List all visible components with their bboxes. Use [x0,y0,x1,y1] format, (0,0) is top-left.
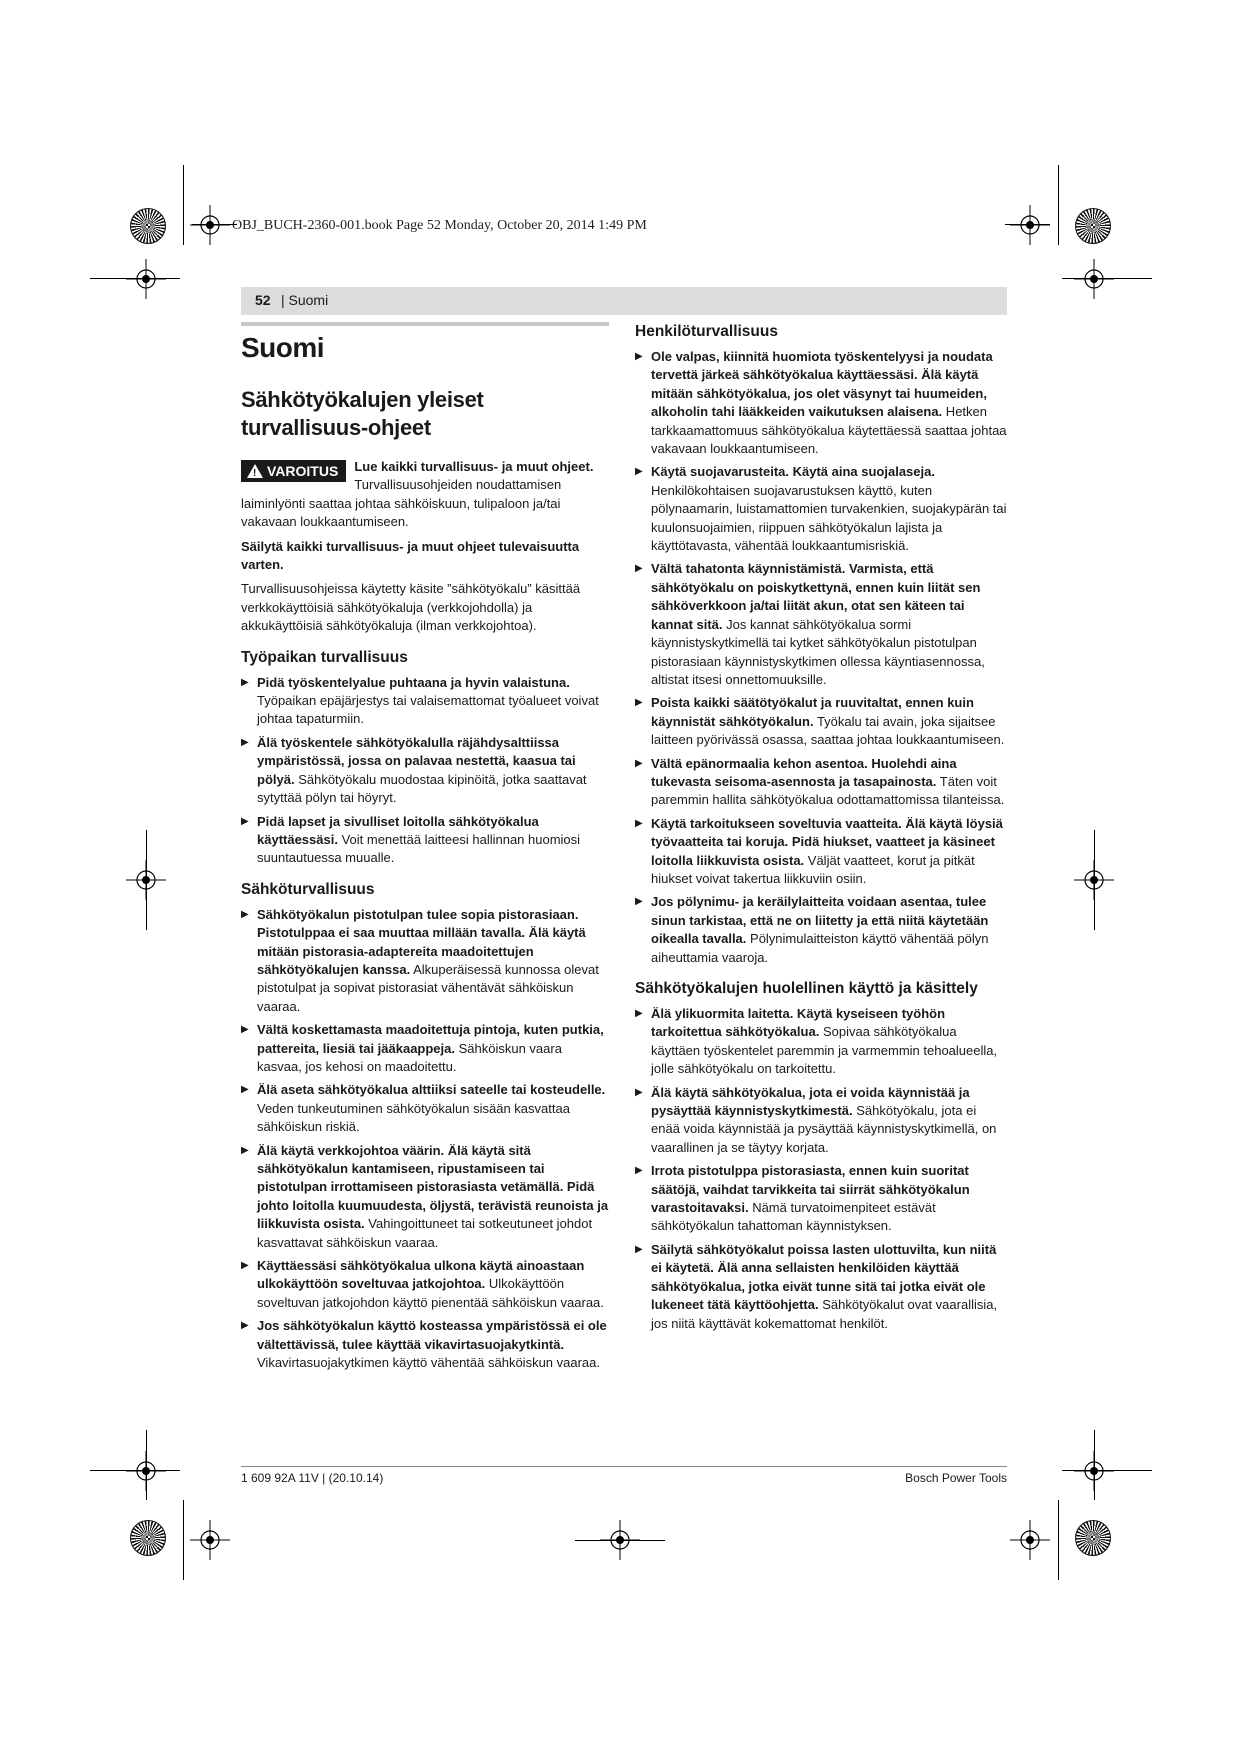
left-column [241,322,609,1377]
registration-mark-icon [126,1451,166,1491]
footer-code: 1 609 92A 11V | (20.10.14) [241,1471,384,1485]
list-item [241,1257,609,1312]
item-bold: Käytä suojavarusteita. Käytä aina suojalaseja. [651,464,935,480]
item-bold: Älä käytä verkkojohtoa väärin. Älä käytä sitä sähkötyökalun kantamiseen, ripustamiseen tai pistotulpan irrottamiseen pistorasiasta vetämällä. Pidä johto loitolla kuumuudesta, öljystä, terävistä reunoista ja liikkuvista osista. [257,1142,609,1232]
personal-heading: Henkilöturvallisuus [635,323,778,340]
color-target-icon [130,1520,166,1556]
registration-mark-icon [600,1520,640,1560]
warning-bold: Lue kaikki turvallisuus- ja muut ohjeet. [354,459,594,474]
item-bold: Älä käytä sähkötyökalua, jota ei voida käynnistää ja pysäyttää käynnistyskytkimestä. [651,1084,970,1119]
item-text: Väljät vaatteet, korut ja pitkät hiukset voivat takertua liikkuviin osiin. [651,852,975,886]
electrical-heading: Sähköturvallisuus [241,880,375,898]
item-text: Voit menettää laitteesi hallinnan huomiosi suuntautuessa muualle. [257,831,581,866]
careful-use-heading: Sähkötyökalujen huolellinen käyttö ja käsittely [635,980,978,997]
electrical-list [241,906,609,1373]
title-rule [241,322,609,326]
item-bold: Jos pölynimu- ja keräilylaitteita voidaan asentaa, tulee sinun tarkistaa, että ne on liitetty ja että niitä käytetään oikealla tavalla. [651,894,989,947]
list-item [241,1317,609,1372]
item-text: Vahingoittuneet tai sotkeutuneet johdot kasvattavat sähköiskun vaaraa. [257,1216,593,1250]
item-text: Jos kannat sähkötyökalua sormi käynnistyskytkimellä tai kytket sähkötyökalun pistotulpan pistorasiaan käynnistyskytkimen ollessa käyntiasennossa, altistat itsesi onnettomuuksille. [651,616,985,687]
page-header [241,287,1007,315]
list-item [241,1021,609,1076]
list-item [241,674,609,729]
item-bold: Älä ylikuormita laitetta. Käytä kyseiseen työhön tarkoitettua sähkötyökalua. [651,1006,946,1040]
item-text: Veden tunkeutuminen sähkötyökalun sisään kasvattaa sähköiskun riskiä. [257,1100,570,1135]
item-bold: Jos sähkötyökalun käyttö kosteassa ympäristössä ei ole vältettävissä, tulee käyttää vikavirtasuojakytkintä. [257,1318,607,1352]
item-text: Sähkötyökalu, jota ei enää voida käynnistää ja pysäyttää käynnistyskytkimellä, on vaarallinen ja se täytyy korjata. [651,1103,997,1155]
item-bold: Älä työskentele sähkötyökalulla räjähdysalttiissa ympäristössä, jossa on palavaa nestettä, kaasua tai pölyä. [257,734,576,787]
crop-mark [1058,1500,1059,1580]
crop-mark [183,165,184,245]
header-section: | Suomi [281,292,329,308]
item-bold: Älä aseta sähkötyökalua alttiiksi sateelle tai kosteudelle. [257,1082,606,1098]
item-text: Vikavirtasuojakytkimen käyttö vähentää sähköiskun vaaraa. [257,1355,601,1371]
item-text: Ulkokäyttöön soveltuvan jatkojohdon käyttö pienentää sähköiskun vaaraa. [257,1276,604,1310]
warning-label: VAROITUS [267,463,339,479]
page-title: Suomi [241,332,325,363]
warning-text: Turvallisuusohjeiden noudattamisen laiminlyönti saattaa johtaa sähköiskuun, tulipaloon ja/tai vakavaan loukkaantumiseen. [241,477,562,530]
warning-block [241,458,609,532]
registration-mark-icon [1010,205,1050,245]
color-target-icon [1075,208,1111,244]
list-item [635,560,1007,689]
item-bold: Pidä työskentelyalue puhtaana ja hyvin valaistuna. [257,674,570,690]
list-item [635,348,1007,458]
warning-badge [241,460,346,482]
list-item [241,906,609,1016]
list-item [241,734,609,808]
registration-mark-icon [126,860,166,900]
item-text: Sähköiskun vaara kasvaa, jos kehosi on maadoitettu. [257,1040,562,1074]
list-item [635,755,1007,810]
item-text: Pölynimulaitteiston käyttö vähentää pölyn aiheuttamia vaaroja. [651,931,989,965]
term-definition: Turvallisuusohjeissa käytetty käsite ”sähkötyökalu” käsittää verkkokäyttöisiä sähkötyökaluja (verkkojohdolla) ja akkukäyttöisiä sähkötyökaluja (ilman verkkojohtoa). [241,581,581,634]
footer-brand: Bosch Power Tools [905,1471,1007,1485]
registration-mark-icon [190,1520,230,1560]
list-item [241,1142,609,1252]
list-item [635,1162,1007,1236]
list-item [241,1081,609,1136]
registration-mark-icon [1010,1520,1050,1560]
item-text: Nämä turvatoimenpiteet estävät sähkötyökalun tahattoman käynnistyksen. [651,1200,936,1234]
list-item [635,694,1007,749]
registration-mark-icon [126,259,166,299]
page-number: 52 [255,292,271,308]
list-item [635,1084,1007,1158]
item-text: Sähkötyökalu muodostaa kipinöitä, jotka saattavat sytyttää pölyn tai höyryt. [257,771,587,806]
item-text: Sopivaa sähkötyökalua käyttäen työskentelet paremmin ja varmemmin tehoalueella, jolle sähkötyökalu on tarkoitettu. [651,1024,998,1077]
right-column [635,322,1007,1338]
item-bold: Irrota pistotulppa pistorasiasta, ennen kuin suoritat säätöjä, vaihdat tarvikkeita tai siirrät sähkötyökalun varastoitavaksi. [651,1163,970,1216]
list-item [635,463,1007,555]
item-bold: Vältä epänormaalia kehon asentoa. Huolehdi aina tukevasta seisoma-asennosta ja tasapainosta. [651,755,957,789]
list-item [635,1005,1007,1079]
footer-rule [241,1466,1007,1467]
item-bold: Sähkötyökalun pistotulpan tulee sopia pistorasiaan. Pistotulppaa ei saa muuttaa millään tavalla. Älä käytä mitään pistorasia-adaptereita maadoitettujen sähkötyökalujen kanssa. [257,906,586,977]
registration-mark-icon [1074,1451,1114,1491]
list-item [635,1241,1007,1333]
work-area-heading: Työpaikan turvallisuus [241,648,408,666]
item-bold: Pidä lapset ja sivulliset loitolla sähkötyökalua käyttäessäsi. [257,813,539,847]
keep-instructions: Säilytä kaikki turvallisuus- ja muut ohjeet tulevaisuutta varten. [241,538,580,573]
item-bold: Ole valpas, kiinnitä huomiota työskentelyysi ja noudata tervettä järkeä sähkötyökalua käyttäessäsi. Älä käytä mitään sähkötyökalua, jos olet väsynyt tai huumeiden, alkoholin tahi lääkkeiden vaikutuksen alaisena. [651,349,993,420]
color-target-icon [130,208,166,244]
careful-use-list [635,1005,1007,1333]
item-bold: Vältä koskettamasta maadoitettuja pintoja, kuten putkia, pattereita, liesiä tai jääkaappeja. [257,1022,604,1056]
list-item [635,893,1007,967]
crop-mark [183,1500,184,1580]
book-file-line: OBJ_BUCH-2360-001.book Page 52 Monday, October 20, 2014 1:49 PM [232,218,647,233]
registration-mark-icon [1074,259,1114,299]
item-text: Sähkötyökalut ovat vaarallisia, jos niitä käyttävät kokemattomat henkilöt. [651,1297,998,1331]
color-target-icon [1075,1520,1111,1556]
work-area-list [241,674,609,868]
section-title: Sähkötyökalujen yleiset turvallisuus-ohjeet [241,387,484,440]
crop-mark [1058,165,1059,245]
item-text: Henkilökohtaisen suojavarustuksen käyttö, kuten pölynaamarin, luistamattomien turvakenkien, suojakypärän tai kuulonsuojaimien, riippuen sähkötyökalun lajista ja käyttötavasta, vähentää loukkaantumisriskiä. [651,482,1007,554]
item-text: Työpaikan epäjärjestys tai valaisemattomat työalueet voivat johtaa tapaturmiin. [257,693,599,727]
item-text: Alkuperäisessä kunnossa olevat pistotulpat ja sopivat pistorasiat vähentävät sähköiskun vaaraa. [257,961,599,1014]
item-bold: Säilytä sähkötyökalut poissa lasten ulottuvilta, kun niitä ei käytetä. Älä anna sellaisten henkilöiden käyttää sähkötyökalua, jotka eivät tunne sitä tai jotka eivät ole lukeneet tätä käyttöohjetta. [651,1241,997,1313]
personal-list [635,348,1007,967]
item-text: Täten voit paremmin hallita sähkötyökalua odottamattomissa tilanteissa. [651,773,1005,808]
item-bold: Käyttäessäsi sähkötyökalua ulkona käytä ainoastaan ulkokäyttöön soveltuvaa jatkojohtoa. [257,1258,585,1292]
registration-mark-icon [1074,860,1114,900]
registration-mark-icon [190,205,230,245]
warning-triangle-icon [247,464,263,478]
list-item [635,815,1007,889]
list-item [241,813,609,868]
item-bold: Poista kaikki säätötyökalut ja ruuvitaltat, ennen kuin käynnistät sähkötyökalun. [651,695,974,729]
item-bold: Vältä tahatonta käynnistämistä. Varmista, että sähkötyökalu on poiskytkettynä, ennen kuin liität sen sähköverkkoon ja/tai liität akun, otat sen käteen tai kannat sitä. [651,561,981,632]
item-bold: Käytä tarkoitukseen soveltuvia vaatteita. Älä käytä löysiä työvaatteita tai koruja. Pidä hiukset, vaatteet ja käsineet loitolla liikkuvista osista. [651,815,1003,868]
item-text: Työkalu tai avain, joka sijaitsee laitteen pyörivässä osassa, saattaa johtaa loukkaantumiseen. [651,713,1005,748]
item-text: Hetken tarkkaamattomuus sähkötyökalua käytettäessä saattaa johtaa vakavaan loukkaantumiseen. [651,404,1007,457]
